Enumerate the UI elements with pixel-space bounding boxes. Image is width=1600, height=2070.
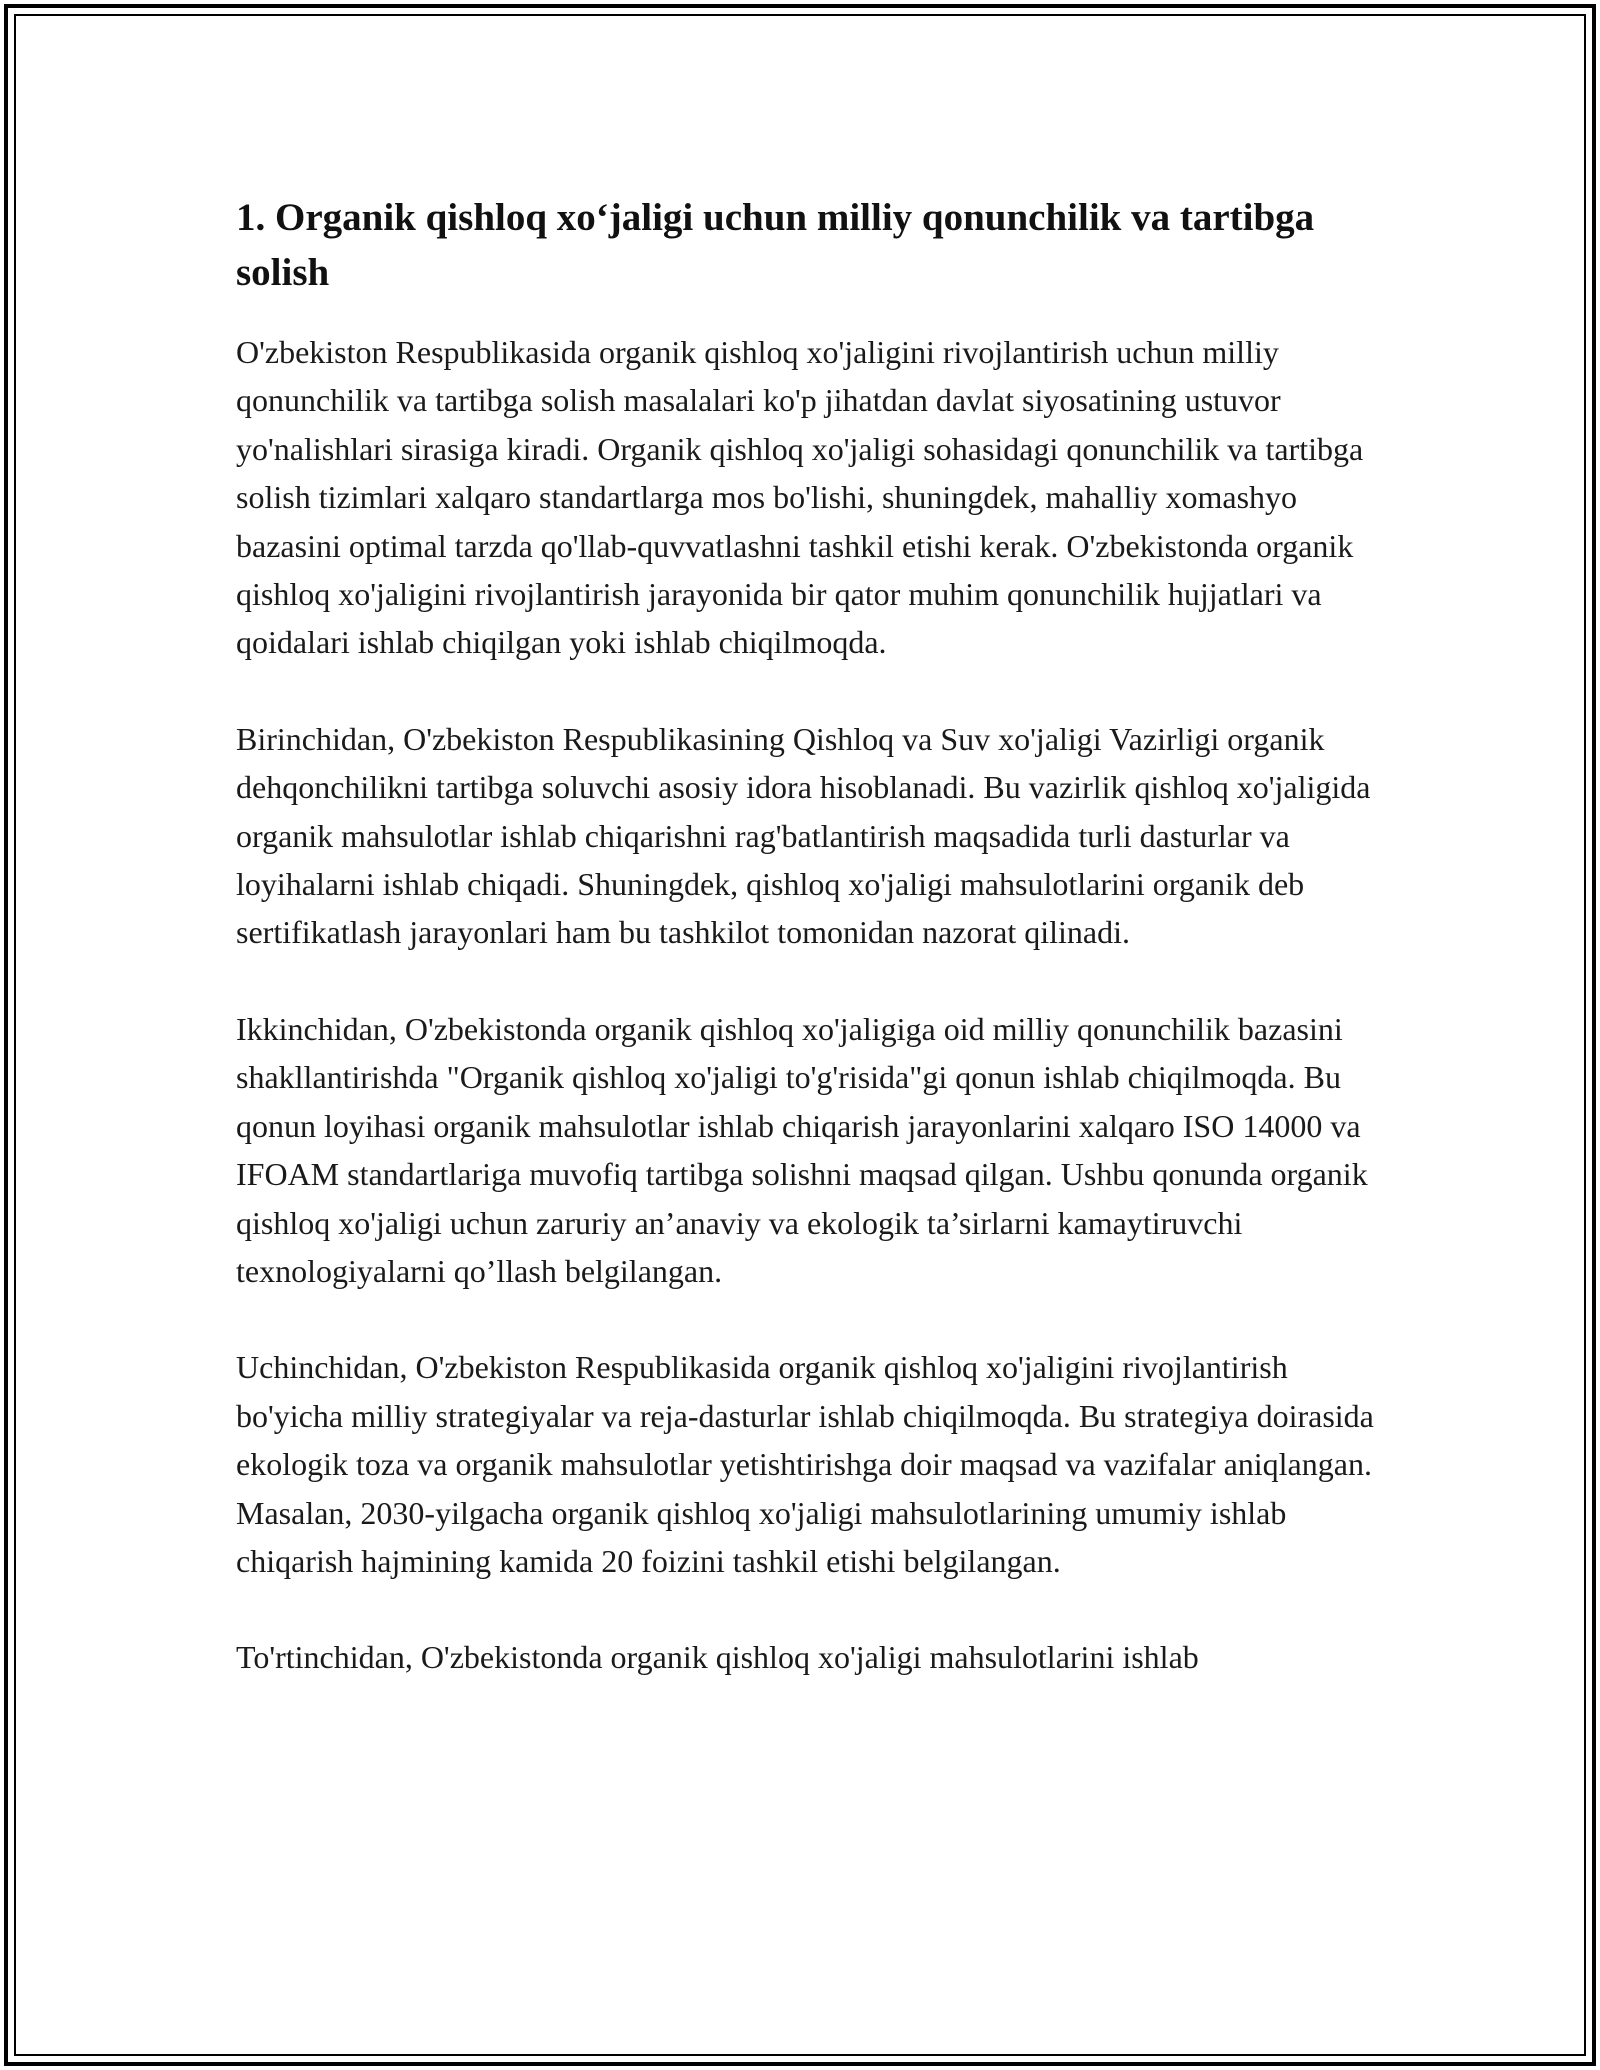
paragraph-third: Uchinchidan, O'zbekiston Respublikasida organik qishloq xo'jaligini rivojlantirish bo'yicha milliy strategiyalar va reja-dasturlar ishlab chiqilmoqda. Bu strategiya doirasida ekologik toza va organik mahsulotlar yetishtirishga doir maqsad va vazifalar aniqlangan. Masalan, 2030-yilgacha organik qishloq xo'jaligi mahsulotlarining umumiy ishlab chiqarish hajmining kamida 20 foizini tashkil etishi belgilangan. — [236, 1349, 1374, 1579]
paragraph-second: Ikkinchidan, O'zbekistonda organik qishloq xo'jaligiga oid milliy qonunchilik bazasini shakllantirishda "Organik qishloq xo'jaligi to'g'risida"gi qonun ishlab chiqilmoqda. Bu qonun loyihasi organik mahsulotlar ishlab chiqarish jarayonlarini xalqaro ISO 14000 va IFOAM standartlariga muvofiq tartibga solishni maqsad qilgan. Ushbu qonunda organik qishloq xo'jaligi uchun zaruriy an’anaviy va ekologik ta’sirlarni kamaytiruvchi texnologiyalarni qo’llash belgilangan. — [236, 1010, 1368, 1289]
paragraph-first: Birinchidan, O'zbekiston Respublikasining Qishloq va Suv xo'jaligi Vazirligi organik dehqonchilikni tartibga soluvchi asosiy idora hisoblanadi. Bu vazirlik qishloq xo'jaligida organik mahsulotlar ishlab chiqarishni rag'batlantirish maqsadida turli dasturlar va loyihalarni ishlab chiqadi. Shuningdek, qishloq xo'jaligi mahsulotlarini organik deb sertifikatlash jarayonlari ham bu tashkilot tomonidan nazorat qilinadi. — [236, 720, 1371, 951]
paragraph-intro: O'zbekiston Respublikasida organik qishloq xo'jaligini rivojlantirish uchun milliy qonunchilik va tartibga solish masalalari ko'p jihatdan davlat siyosatining ustuvor yo'nalishlari sirasiga kiradi. Organik qishloq xo'jaligi sohasidagi qonunchilik va tartibga solish tizimlari xalqaro standartlarga mos bo'lishi, shuningdek, mahalliy xomashyo bazasini optimal tarzda qo'llab-quvvatlashni tashkil etishi kerak. O'zbekistonda organik qishloq xo'jaligini rivojlantirish jarayonida bir qator muhim qonunchilik hujjatlari va qoidalari ishlab chiqilgan yoki ishlab chiqilmoqda. — [236, 334, 1364, 661]
paragraph-fourth: To'rtinchidan, O'zbekistonda organik qishloq xo'jaligi mahsulotlarini ishlab — [236, 1639, 1199, 1676]
document-body — [236, 190, 1386, 1730]
section-heading: 1. Organik qishloq xo‘jaligi uchun milliy qonunchilik va tartibga solish — [236, 196, 1315, 294]
